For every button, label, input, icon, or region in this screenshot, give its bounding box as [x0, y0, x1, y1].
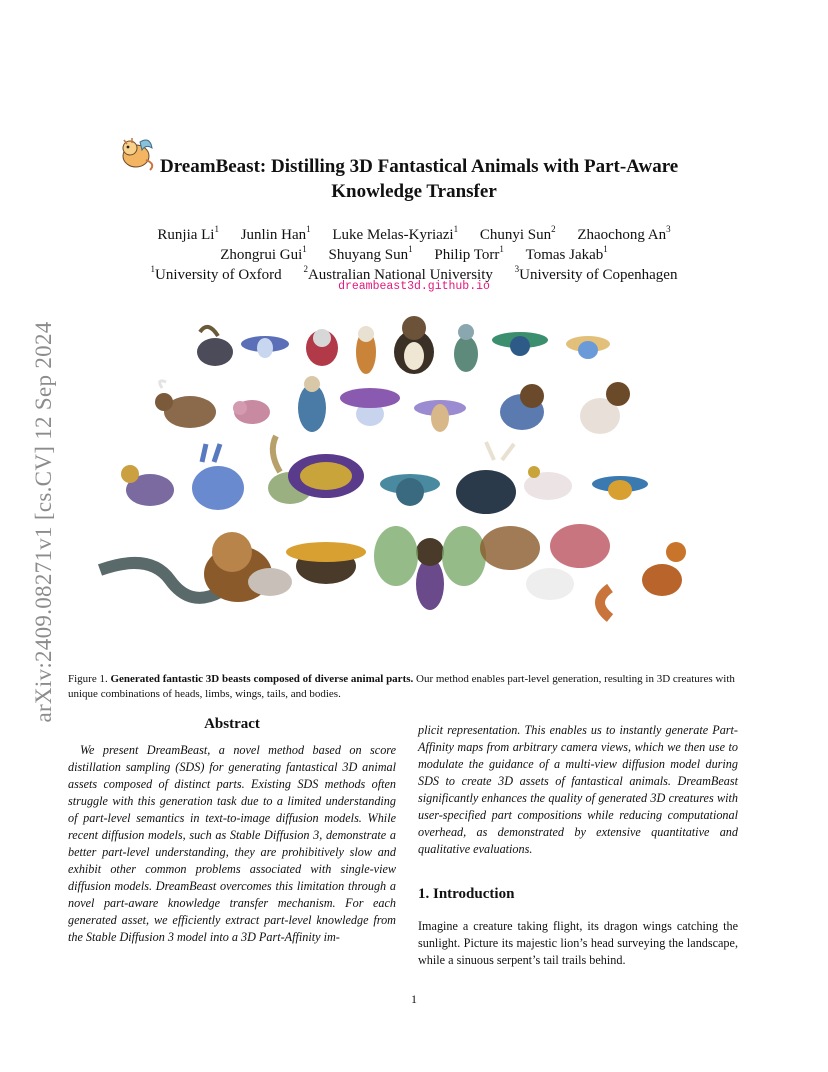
figure-caption [68, 672, 760, 702]
author: Philip Torr$^1$ [434, 244, 504, 263]
creature-row-3 [121, 436, 648, 514]
author: Tomas Jakab$^1$ [525, 244, 608, 263]
caption-text: Our method enables part-level generation, resulting in 3D creatures with unique combinations of heads, limbs, wings, tails, and bodies. [68, 673, 735, 700]
introduction-text: Imagine a creature taking flight, its dragon wings catching the sunlight. Picture its majestic lion’s head surveying the landscape, while a sinuous serpent’s tail trails behind. [418, 919, 738, 967]
paper-title-line-2: Knowledge Transfer [331, 181, 497, 202]
author: Luke Melas-Kyriazi$^1$ [332, 224, 459, 243]
creature-row-2 [155, 376, 630, 434]
creature-row-1 [197, 316, 610, 374]
author: Chunyi Sun$^2$ [479, 224, 556, 243]
arxiv-stamp: arXiv:2409.08271v1 [cs.CV] 12 Sep 2024 [31, 321, 56, 723]
caption-bold: Generated fantastic 3D beasts composed of diverse animal parts. [110, 673, 414, 685]
affiliation: $^1$University of Oxford [150, 264, 282, 283]
paper-title-line-1: DreamBeast: Distilling 3D Fantastical Animals with Part-Aware [160, 156, 679, 177]
caption-label: Figure 1. [68, 673, 108, 685]
abstract-text-left: We present DreamBeast, a novel method based on score distillation sampling (SDS) for generating fantastical 3D animal assets composed of distinct parts. Existing SDS methods often struggle with this generation task due to a limited understanding of part-level semantics in text-to-image diffusion models. While recent diffusion models, such as Stable Diffusion 3, demonstrate a better part-level understanding, they are prohibitively slow and exhibit other common problems associated with single-view diffusion models. DreamBeast overcomes this limitation through a novel part-aware knowledge transfer mechanism. For each generated asset, we efficiently extract part-level knowledge from the Stable Diffusion 3 model into a 3D Part-Affinity im- [68, 743, 396, 944]
affiliation: $^2$Australian National University [303, 264, 493, 283]
abstract-heading: Abstract [204, 716, 260, 732]
affiliation: $^3$University of Copenhagen [514, 264, 678, 283]
abstract-text-right: plicit representation. This enables us to instantly generate Part-Affinity maps from arbitrary camera views, which we then use to modulate the guidance of a multi-view diffusion model during SDS to create 3D assets of fantastical animals. DreamBeast significantly enhances the quality of generated 3D creatures with user-specified part compositions while reducing computational overhead, as demonstrated by extensive quantitative and qualitative evaluations. [418, 723, 738, 856]
project-url-link[interactable]: dreambeast3d.github.io [338, 280, 490, 293]
introduction-heading: 1. Introduction [418, 886, 515, 902]
beasts-figure [90, 312, 740, 656]
author: Runjia Li$^1$ [157, 224, 219, 243]
creature-row-4 [100, 524, 686, 618]
dreambeast-logo-icon [116, 132, 156, 172]
page-number: 1 [411, 992, 417, 1006]
author: Zhongrui Gui$^1$ [220, 244, 307, 263]
author: Zhaochong An$^3$ [577, 224, 671, 243]
author: Junlin Han$^1$ [240, 224, 311, 243]
author: Shuyang Sun$^1$ [328, 244, 413, 263]
